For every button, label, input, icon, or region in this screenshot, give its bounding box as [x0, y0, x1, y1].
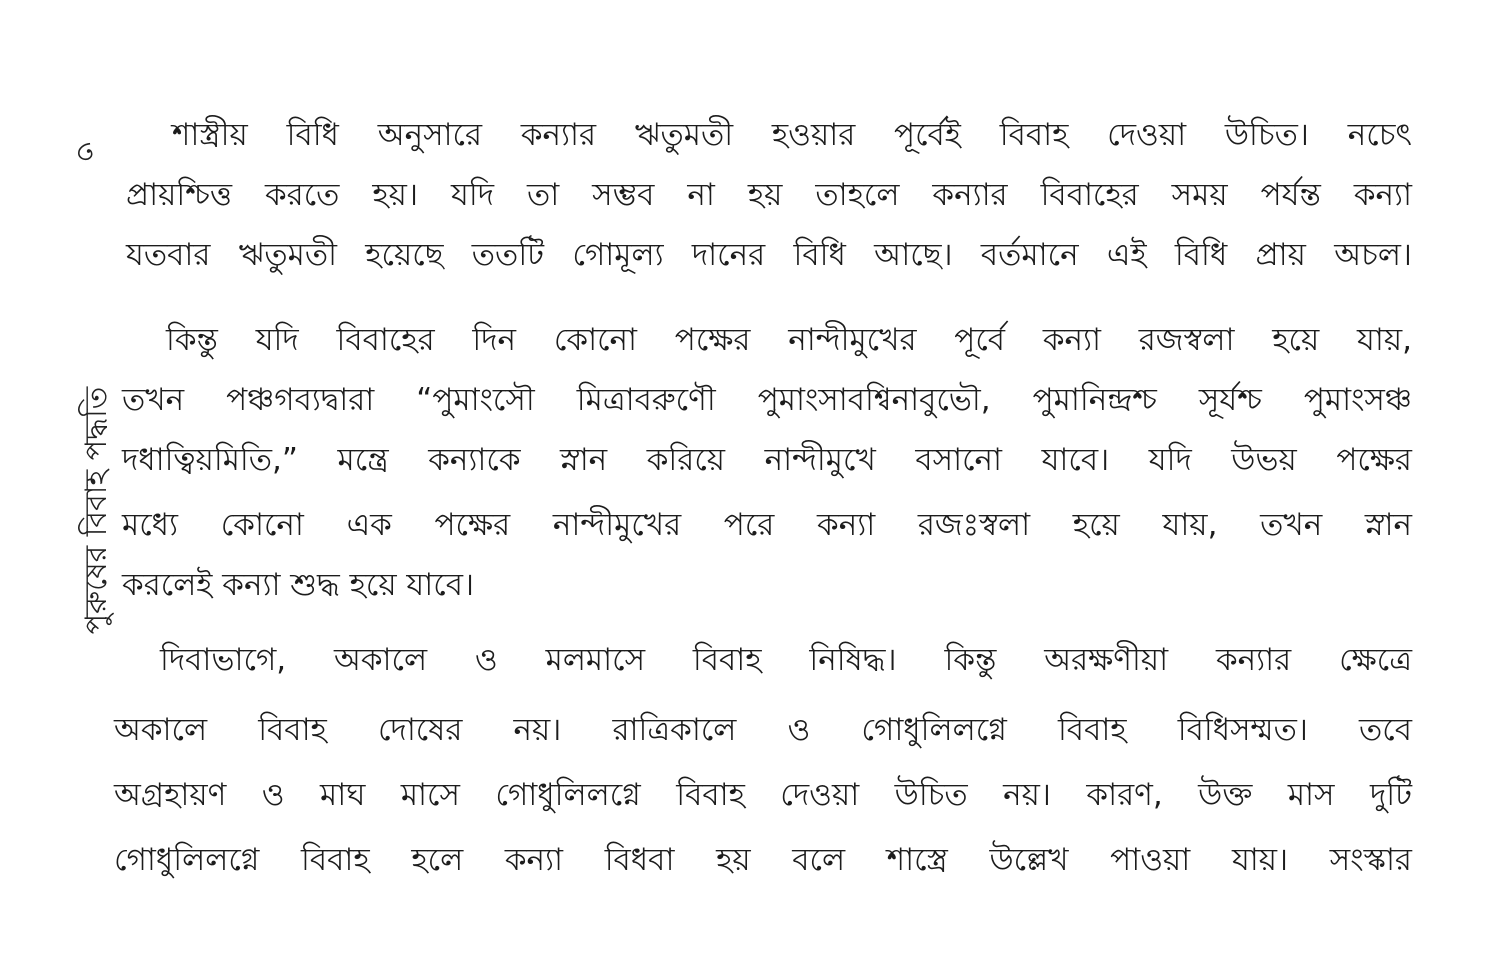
- text-line: মধ্যে কোনো এক পক্ষের নান্দীমুখের পরে কন্যা রজঃস্বলা হয়ে যায়, তখন স্নান: [122, 507, 1412, 543]
- text-line: গোধুলিলগ্নে বিবাহ হলে কন্যা বিধবা হয় বলে শাস্ত্রে উল্লেখ পাওয়া যায়। সংস্কার: [114, 842, 1412, 878]
- text-line: দধাত্বিয়মিতি,” মন্ত্রে কন্যাকে স্নান করিয়ে নান্দীমুখে বসানো যাবে। যদি উভয় পক্ষের: [122, 442, 1412, 478]
- text-line: তখন পঞ্চগব্যদ্বারা “পুমাংসৌ মিত্রাবরুণৌ পুমাংসাবশ্বিনাবুভৌ, পুমানিন্দ্রশ্চ সূর্যশ্চ পুমাংসঞ্চ: [122, 382, 1412, 418]
- text-line: অকালে বিবাহ দোষের নয়। রাত্রিকালে ও গোধুলিলগ্নে বিবাহ বিধিসম্মত। তবে: [114, 712, 1412, 748]
- margin-vertical-label: পুরুষের বিবাহ পদ্ধতি: [79, 386, 115, 634]
- text-line: যতবার ঋতুমতী হয়েছে ততটি গোমূল্য দানের বিধি আছে। বর্তমানে এই বিধি প্রায় অচল।: [126, 237, 1412, 273]
- text-line: দিবাভাগে, অকালে ও মলমাসে বিবাহ নিষিদ্ধ। কিন্তু অরক্ষণীয়া কন্যার ক্ষেত্রে: [160, 642, 1412, 678]
- text-line: কিন্তু যদি বিবাহের দিন কোনো পক্ষের নান্দীমুখের পূর্বে কন্যা রজস্বলা হয়ে যায়,: [166, 322, 1412, 358]
- text-line: শাস্ত্রীয় বিধি অনুসারে কন্যার ঋতুমতী হওয়ার পূর্বেই বিবাহ দেওয়া উচিত। নচেৎ: [172, 117, 1412, 153]
- text-line: প্রায়শ্চিত্ত করতে হয়। যদি তা সম্ভব না হয় তাহলে কন্যার বিবাহের সময় পর্যন্ত কন্যা: [126, 177, 1412, 213]
- margin-page-number: ৩: [67, 141, 103, 162]
- text-line: করলেই কন্যা শুদ্ধ হয়ে যাবে।: [122, 567, 475, 603]
- text-line: অগ্রহায়ণ ও মাঘ মাসে গোধুলিলগ্নে বিবাহ দেওয়া উচিত নয়। কারণ, উক্ত মাস দুটি: [114, 777, 1412, 813]
- margin-vertical-heading: [78, 320, 118, 700]
